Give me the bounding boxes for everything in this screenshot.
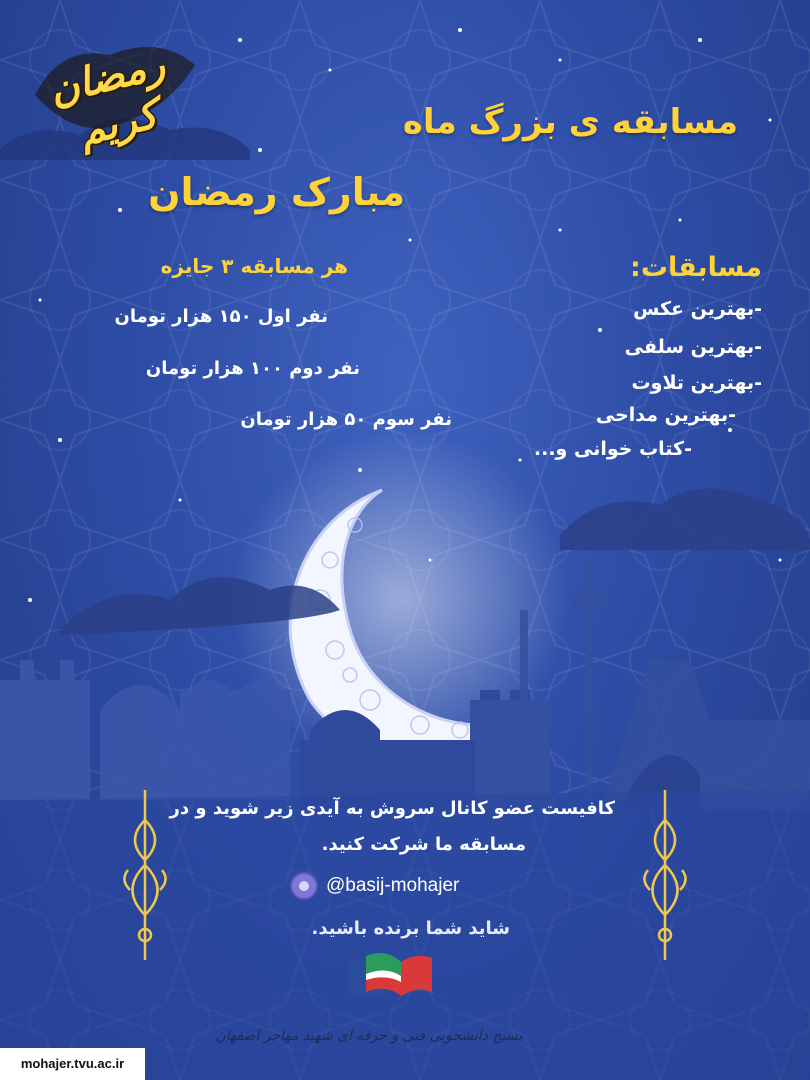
competition-item: -بهترین سلفی (624, 336, 762, 358)
competition-item: -بهترین عکس (633, 298, 762, 320)
basij-flag-icon (346, 948, 436, 1008)
prize-item: نفر سوم ۵۰ هزار تومان (240, 409, 452, 430)
competition-item: -بهترین تلاوت (631, 372, 762, 394)
join-line-1: کافیست عضو کانال سروش به آیدی زیر شوید و در (169, 798, 615, 819)
prize-item: نفر دوم ۱۰۰ هزار تومان (145, 358, 360, 379)
closing-line: شاید شما برنده باشید. (311, 918, 510, 939)
prize-item: نفر اول ۱۵۰ هزار تومان (114, 306, 328, 327)
soroush-handle[interactable] (290, 870, 459, 902)
join-line-2: مسابقه ما شرکت کنید. (321, 834, 526, 855)
soroush-icon (290, 872, 318, 900)
competition-item: -کتاب خوانی و... (533, 438, 692, 460)
ramadan-logo (20, 25, 205, 156)
logo-text: رمضان کریم (44, 40, 170, 156)
title-line-2: مبارک رمضان (148, 170, 405, 214)
prizes-heading: هر مسابقه ۳ جایزه (160, 254, 348, 278)
competition-item: -بهترین مداحی (595, 404, 736, 426)
organization-name: بسیج دانشجویی فنی و حرفه ای شهید مهاجر اصفهان (215, 1028, 522, 1044)
competitions-heading: مسابقات: (630, 252, 762, 283)
website-link[interactable]: mohajer.tvu.ac.ir (0, 1048, 145, 1080)
soroush-handle-text: @basij-mohajer (326, 875, 460, 896)
title-line-1: مسابقه ی بزرگ ماه (402, 102, 738, 142)
